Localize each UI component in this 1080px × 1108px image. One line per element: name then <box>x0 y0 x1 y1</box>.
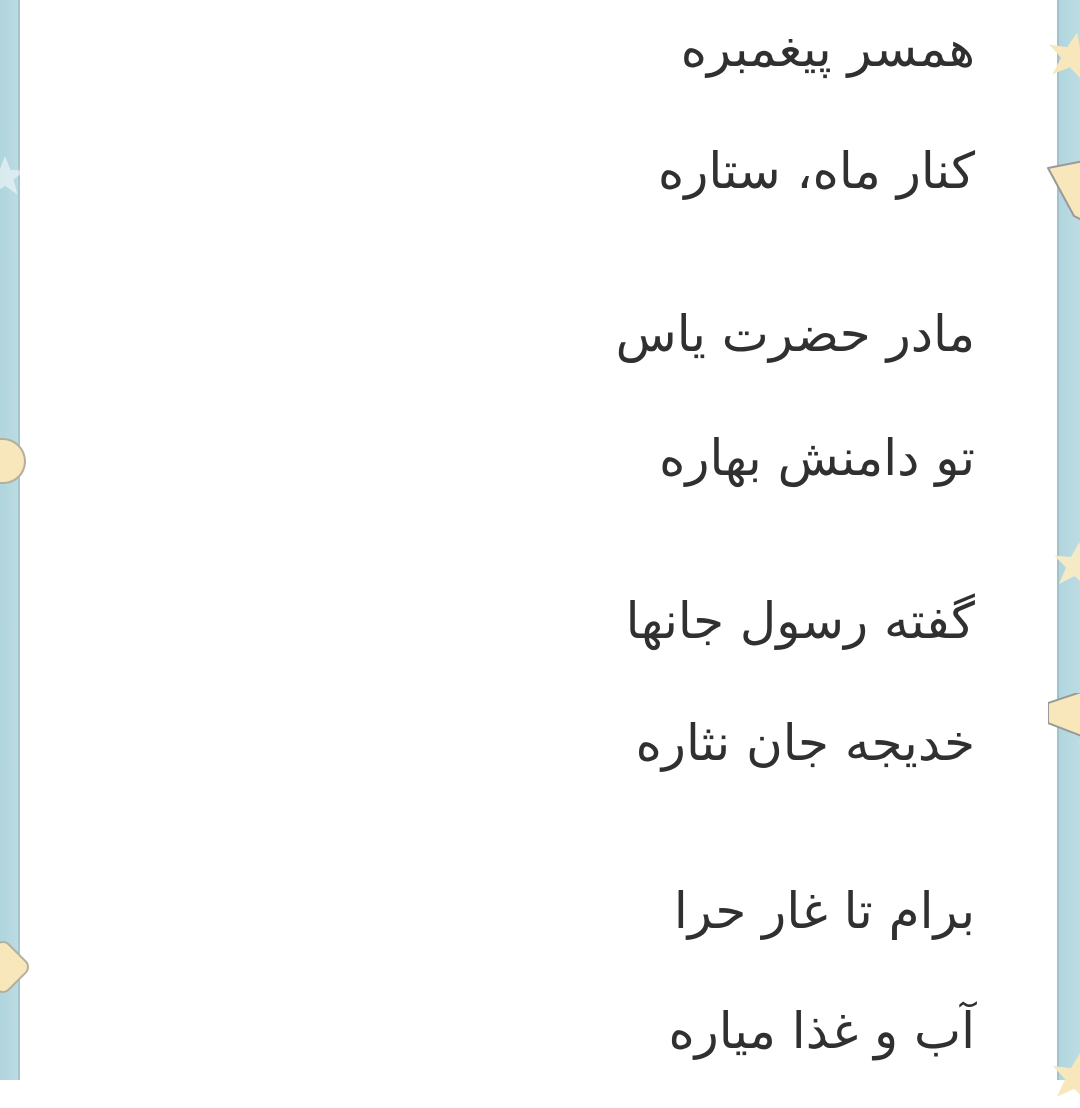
poem-line: برام تا غار حرا <box>673 882 975 940</box>
right-border-band <box>1057 0 1080 1080</box>
left-border-band <box>0 0 20 1080</box>
poem-line: کنار ماه، ستاره <box>658 142 975 200</box>
poem-line: همسر پیغمبره <box>680 20 975 78</box>
poem-line: تو دامنش بهاره <box>659 429 975 487</box>
poem-line: خدیجه جان نثاره <box>635 714 975 772</box>
poem-line: مادر حضرت یاس <box>615 305 975 363</box>
poem-line: گفته رسول جانها <box>625 592 975 650</box>
poem-line: آب و غذا میاره <box>668 1002 975 1060</box>
